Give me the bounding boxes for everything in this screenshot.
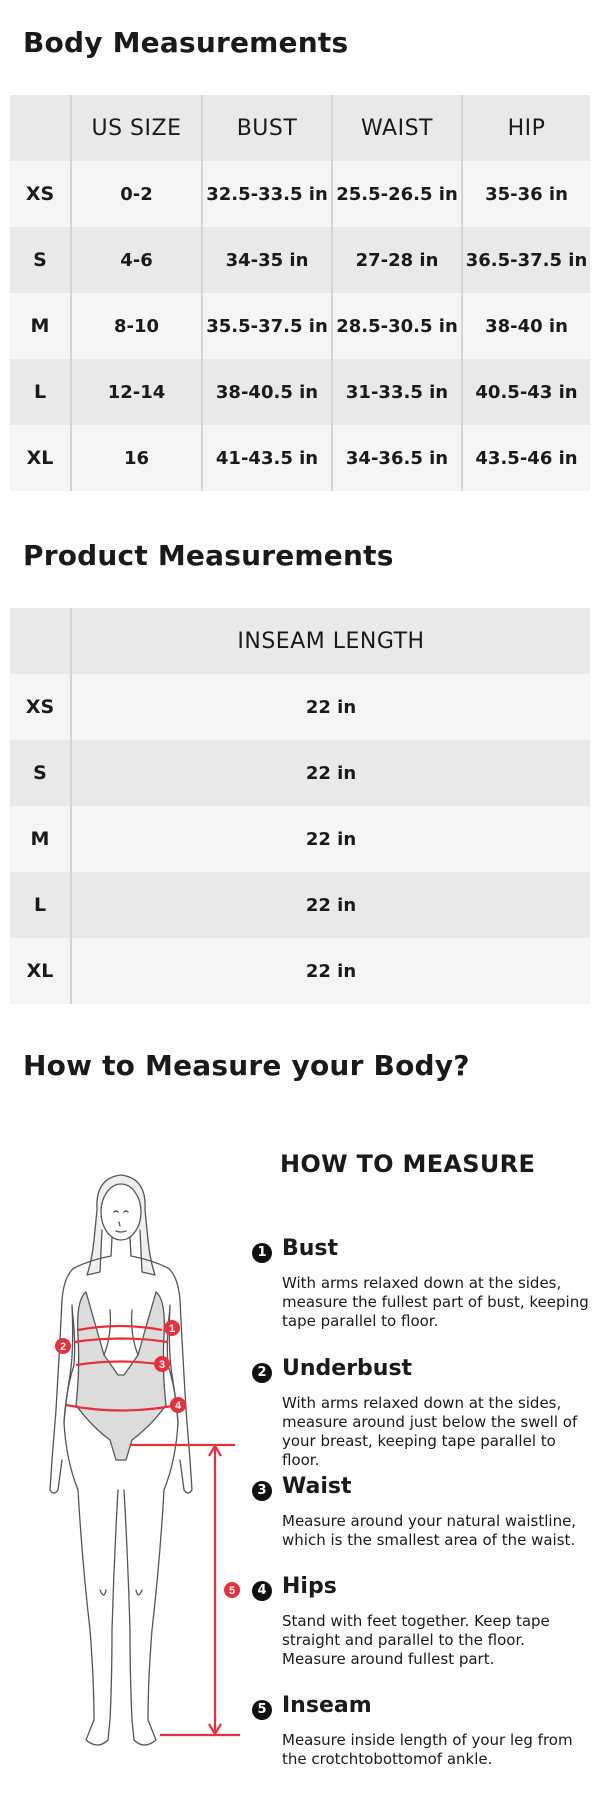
table-cell: 34-36.5 in (332, 425, 462, 491)
table-row (10, 293, 590, 359)
size-label: M (10, 293, 71, 359)
step-description: With arms relaxed down at the sides, measure the fullest part of bust, keeping tape parallel to floor. (282, 1274, 589, 1330)
marker-5 (224, 1582, 240, 1598)
body-figure-illustration (0, 1160, 250, 1760)
step-title: Underbust (282, 1356, 413, 1381)
table-cell: 22 in (71, 806, 590, 872)
size-label: S (10, 740, 71, 806)
table-row (10, 359, 590, 425)
header-cell: WAIST (332, 95, 462, 161)
table-cell: 22 in (71, 872, 590, 938)
step-number: 5 (252, 1700, 272, 1720)
size-label: XS (10, 161, 71, 227)
step-number: 1 (252, 1243, 272, 1263)
table-row (10, 938, 590, 1004)
marker-4 (170, 1397, 186, 1413)
table-cell: 16 (71, 425, 202, 491)
table-row (10, 227, 590, 293)
size-label: L (10, 872, 71, 938)
table-cell: 32.5-33.5 in (202, 161, 332, 227)
step-number: 4 (252, 1581, 272, 1601)
product-measurements-table (10, 608, 590, 1004)
marker-4-label: 4 (174, 1400, 182, 1412)
table-cell: 38-40 in (462, 293, 590, 359)
header-cell (10, 608, 71, 674)
how-to-measure-title: How to Measure your Body? (23, 1049, 470, 1082)
step-title: Bust (282, 1236, 339, 1261)
table-cell: 28.5-30.5 in (332, 293, 462, 359)
step-description: Measure around your natural waistline, which is the smallest area of the waist. (282, 1512, 577, 1549)
step-description: With arms relaxed down at the sides, measure around just below the swell of your breast, keeping tape parallel to floor. (282, 1394, 578, 1469)
how-to-measure-subtitle: HOW TO MEASURE (280, 1150, 536, 1178)
body-measurements-title: Body Measurements (23, 26, 349, 59)
marker-2-label: 2 (59, 1341, 67, 1353)
body-measurements-table (10, 95, 590, 491)
size-label: XL (10, 938, 71, 1004)
step-number: 2 (252, 1363, 272, 1383)
step-title: Hips (282, 1574, 337, 1599)
table-row (10, 872, 590, 938)
table-cell: 31-33.5 in (332, 359, 462, 425)
header-cell: INSEAM LENGTH (71, 608, 590, 674)
table-cell: 41-43.5 in (202, 425, 332, 491)
step-title: Waist (282, 1474, 352, 1499)
header-cell: US SIZE (71, 95, 202, 161)
table-cell: 35.5-37.5 in (202, 293, 332, 359)
table-cell: 43.5-46 in (462, 425, 590, 491)
table-cell: 8-10 (71, 293, 202, 359)
product-measurements-title: Product Measurements (23, 539, 394, 572)
table-header-row (10, 608, 590, 674)
size-label: S (10, 227, 71, 293)
table-cell: 22 in (71, 674, 590, 740)
step-number: 3 (252, 1481, 272, 1501)
table-row (10, 806, 590, 872)
table-cell: 38-40.5 in (202, 359, 332, 425)
marker-1 (164, 1320, 180, 1336)
step-description: Stand with feet together. Keep tape straight and parallel to the floor. Measure around fullest part. (282, 1612, 550, 1668)
size-label: M (10, 806, 71, 872)
table-cell: 12-14 (71, 359, 202, 425)
table-row (10, 740, 590, 806)
table-row (10, 425, 590, 491)
header-cell: BUST (202, 95, 332, 161)
size-label: L (10, 359, 71, 425)
marker-3-label: 3 (158, 1359, 166, 1371)
table-cell: 27-28 in (332, 227, 462, 293)
step-description: Measure inside length of your leg from the crotchtobottomof ankle. (282, 1731, 573, 1768)
table-cell: 40.5-43 in (462, 359, 590, 425)
table-cell: 34-35 in (202, 227, 332, 293)
table-row (10, 674, 590, 740)
size-label: XS (10, 674, 71, 740)
table-cell: 22 in (71, 938, 590, 1004)
size-label: XL (10, 425, 71, 491)
marker-5-label: 5 (228, 1585, 236, 1597)
table-cell: 22 in (71, 740, 590, 806)
table-cell: 35-36 in (462, 161, 590, 227)
table-cell: 25.5-26.5 in (332, 161, 462, 227)
marker-2 (55, 1338, 71, 1354)
step-title: Inseam (282, 1693, 372, 1718)
marker-1-label: 1 (168, 1323, 176, 1335)
table-row (10, 161, 590, 227)
table-cell: 0-2 (71, 161, 202, 227)
marker-3 (154, 1356, 170, 1372)
table-header-row (10, 95, 590, 161)
table-cell: 36.5-37.5 in (462, 227, 590, 293)
table-cell: 4-6 (71, 227, 202, 293)
header-cell: HIP (462, 95, 590, 161)
header-cell (10, 95, 71, 161)
